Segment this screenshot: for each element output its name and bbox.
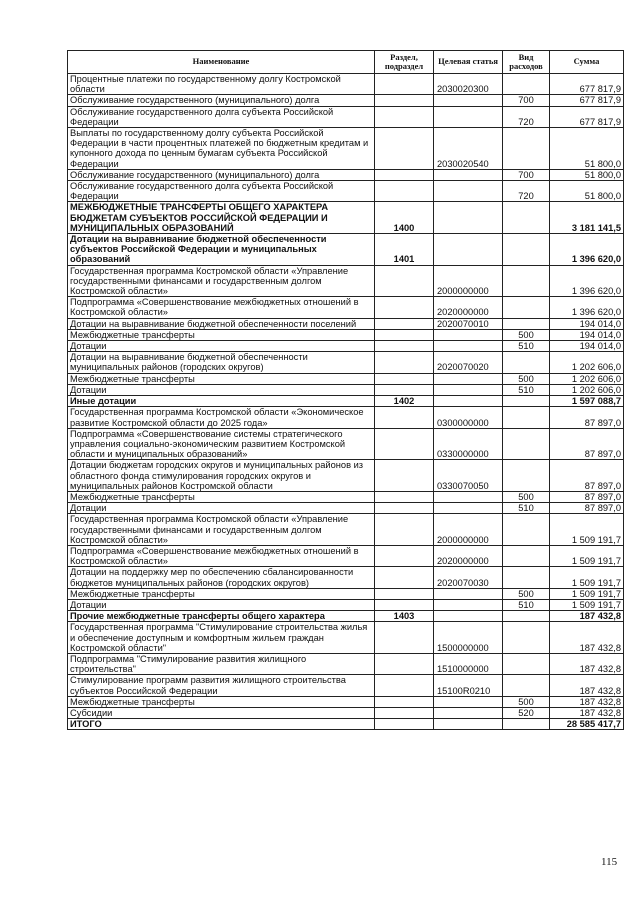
table-row [68, 181, 624, 202]
cell-type: 510 [503, 503, 550, 514]
cell-type: 510 [503, 599, 550, 610]
cell-sum: 87 897,0 [550, 428, 624, 460]
cell-type: 500 [503, 588, 550, 599]
cell-type: 500 [503, 373, 550, 384]
cell-name: Межбюджетные трансферты [68, 696, 375, 707]
cell-target [434, 396, 503, 407]
table-row [68, 234, 624, 266]
header-target: Целевая статья [434, 51, 503, 74]
cell-name: Подпрограмма «Совершенствование межбюджетных отношений в Костромской области» [68, 545, 375, 566]
cell-sum: 87 897,0 [550, 491, 624, 502]
cell-target: 2030020300 [434, 74, 503, 95]
cell-target [434, 491, 503, 502]
cell-type [503, 719, 550, 730]
table-header-row [68, 51, 624, 74]
cell-target: 2020000000 [434, 297, 503, 318]
cell-target [434, 373, 503, 384]
cell-type [503, 407, 550, 428]
cell-sum: 194 014,0 [550, 329, 624, 340]
cell-target [434, 181, 503, 202]
cell-sum: 677 817,9 [550, 106, 624, 127]
cell-target [434, 95, 503, 106]
cell-sum: 3 181 141,5 [550, 202, 624, 234]
cell-target [434, 202, 503, 234]
header-section: Раздел, подраздел [375, 51, 434, 74]
cell-sum: 1 202 606,0 [550, 373, 624, 384]
cell-sum: 1 396 620,0 [550, 234, 624, 266]
cell-type: 700 [503, 169, 550, 180]
table-row [68, 318, 624, 329]
cell-sum: 187 432,8 [550, 707, 624, 718]
cell-sum: 87 897,0 [550, 460, 624, 492]
cell-section [375, 599, 434, 610]
cell-section: 1400 [375, 202, 434, 234]
table-row [68, 428, 624, 460]
cell-section [375, 719, 434, 730]
cell-sum: 677 817,9 [550, 74, 624, 95]
table-row [68, 491, 624, 502]
table-row [68, 128, 624, 170]
cell-target: 2000000000 [434, 265, 503, 297]
cell-type [503, 128, 550, 170]
table-row [68, 384, 624, 395]
table-row [68, 599, 624, 610]
table-row [68, 707, 624, 718]
cell-name: Межбюджетные трансферты [68, 491, 375, 502]
cell-sum: 1 396 620,0 [550, 297, 624, 318]
cell-name: Прочие межбюджетные трансферты общего характера [68, 611, 375, 622]
cell-name: ИТОГО [68, 719, 375, 730]
cell-sum: 194 014,0 [550, 318, 624, 329]
cell-section [375, 128, 434, 170]
cell-name: Дотации [68, 384, 375, 395]
cell-type [503, 352, 550, 373]
cell-section [375, 106, 434, 127]
cell-section [375, 567, 434, 588]
cell-target [434, 588, 503, 599]
cell-sum: 1 396 620,0 [550, 265, 624, 297]
cell-name: Обслуживание государственного долга субъекта Российской Федерации [68, 106, 375, 127]
cell-name: Процентные платежи по государственному долгу Костромской области [68, 74, 375, 95]
cell-target: 2020070030 [434, 567, 503, 588]
table-row [68, 202, 624, 234]
table-row [68, 675, 624, 696]
cell-type [503, 460, 550, 492]
cell-section [375, 181, 434, 202]
cell-target: 15100R0210 [434, 675, 503, 696]
cell-target [434, 599, 503, 610]
cell-target: 2030020540 [434, 128, 503, 170]
cell-name: Подпрограмма «Совершенствование межбюджетных отношений в Костромской области» [68, 297, 375, 318]
cell-target: 2000000000 [434, 514, 503, 546]
cell-sum: 87 897,0 [550, 503, 624, 514]
table-row [68, 567, 624, 588]
cell-section [375, 318, 434, 329]
table-row [68, 341, 624, 352]
cell-type [503, 514, 550, 546]
table-body [68, 74, 624, 730]
cell-type: 510 [503, 341, 550, 352]
cell-sum: 677 817,9 [550, 95, 624, 106]
table-row [68, 653, 624, 674]
cell-target [434, 707, 503, 718]
cell-sum: 1 509 191,7 [550, 514, 624, 546]
table-row [68, 352, 624, 373]
cell-sum: 1 202 606,0 [550, 352, 624, 373]
cell-section: 1403 [375, 611, 434, 622]
table-row [68, 503, 624, 514]
cell-target: 2020000000 [434, 545, 503, 566]
cell-sum: 87 897,0 [550, 407, 624, 428]
cell-type [503, 675, 550, 696]
cell-section [375, 169, 434, 180]
cell-name: Дотации [68, 503, 375, 514]
cell-section [375, 74, 434, 95]
cell-sum: 194 014,0 [550, 341, 624, 352]
cell-section [375, 460, 434, 492]
table-row [68, 588, 624, 599]
cell-section [375, 329, 434, 340]
cell-name: Государственная программа Костромской области «Управление государственными финансами и государственным долгом Костромской области» [68, 265, 375, 297]
header-name: Наименование [68, 51, 375, 74]
table-row [68, 460, 624, 492]
cell-target: 1510000000 [434, 653, 503, 674]
table-row [68, 611, 624, 622]
cell-target: 0330070050 [434, 460, 503, 492]
cell-section [375, 352, 434, 373]
cell-section [375, 373, 434, 384]
table-row [68, 297, 624, 318]
cell-target [434, 106, 503, 127]
cell-name: Дотации на выравнивание бюджетной обеспеченности субъектов Российской Федерации и муниципальных образований [68, 234, 375, 266]
table-row [68, 106, 624, 127]
cell-name: МЕЖБЮДЖЕТНЫЕ ТРАНСФЕРТЫ ОБЩЕГО ХАРАКТЕРА БЮДЖЕТАМ СУБЪЕКТОВ РОССИЙСКОЙ ФЕДЕРАЦИИ И МУНИЦИПАЛЬНЫХ ОБРАЗОВАНИЙ [68, 202, 375, 234]
cell-target [434, 341, 503, 352]
cell-name: Обслуживание государственного (муниципального) долга [68, 95, 375, 106]
cell-name: Иные дотации [68, 396, 375, 407]
cell-name: Стимулирование программ развития жилищного строительства субъектов Российской Федерации [68, 675, 375, 696]
cell-name: Подпрограмма «Совершенствование системы стратегического управления социально-экономическим развитием Костромской области и муниципальных образований» [68, 428, 375, 460]
cell-section [375, 384, 434, 395]
cell-section [375, 696, 434, 707]
cell-name: Обслуживание государственного долга субъекта Российской Федерации [68, 181, 375, 202]
cell-name: Субсидии [68, 707, 375, 718]
cell-target: 0330000000 [434, 428, 503, 460]
cell-section [375, 707, 434, 718]
table-row [68, 545, 624, 566]
cell-section: 1401 [375, 234, 434, 266]
cell-type [503, 234, 550, 266]
cell-section [375, 545, 434, 566]
cell-sum: 187 432,8 [550, 611, 624, 622]
cell-target [434, 611, 503, 622]
cell-target [434, 719, 503, 730]
budget-table [67, 50, 624, 730]
cell-type [503, 396, 550, 407]
cell-type: 700 [503, 95, 550, 106]
cell-type: 520 [503, 707, 550, 718]
cell-name: Дотации на выравнивание бюджетной обеспеченности муниципальных районов (городских округов) [68, 352, 375, 373]
cell-type: 510 [503, 384, 550, 395]
cell-type [503, 265, 550, 297]
cell-sum: 187 432,8 [550, 675, 624, 696]
header-type: Вид расходов [503, 51, 550, 74]
cell-target: 0300000000 [434, 407, 503, 428]
cell-type [503, 622, 550, 654]
table-row [68, 74, 624, 95]
cell-name: Обслуживание государственного (муниципального) долга [68, 169, 375, 180]
cell-section [375, 95, 434, 106]
cell-name: Государственная программа Костромской области «Экономическое развитие Костромской области до 2025 года» [68, 407, 375, 428]
cell-name: Государственная программа "Стимулирование строительства жилья и обеспечение доступным и комфортным жильем граждан Костромской области" [68, 622, 375, 654]
cell-sum: 1 202 606,0 [550, 384, 624, 395]
cell-type [503, 545, 550, 566]
cell-target: 2020070020 [434, 352, 503, 373]
table-row [68, 396, 624, 407]
cell-type [503, 297, 550, 318]
table-row [68, 265, 624, 297]
cell-sum: 51 800,0 [550, 128, 624, 170]
cell-target [434, 503, 503, 514]
table-row [68, 719, 624, 730]
page-number: 115 [601, 856, 618, 868]
cell-target [434, 384, 503, 395]
cell-type [503, 428, 550, 460]
cell-type: 500 [503, 696, 550, 707]
table-row [68, 407, 624, 428]
cell-sum: 1 509 191,7 [550, 567, 624, 588]
cell-type: 720 [503, 106, 550, 127]
cell-name: Межбюджетные трансферты [68, 373, 375, 384]
cell-section [375, 341, 434, 352]
cell-type [503, 74, 550, 95]
cell-sum: 51 800,0 [550, 181, 624, 202]
cell-target: 1500000000 [434, 622, 503, 654]
cell-sum: 187 432,8 [550, 696, 624, 707]
cell-sum: 28 585 417,7 [550, 719, 624, 730]
cell-type [503, 611, 550, 622]
cell-type: 720 [503, 181, 550, 202]
cell-section [375, 407, 434, 428]
cell-section [375, 297, 434, 318]
table-row [68, 514, 624, 546]
header-sum: Сумма [550, 51, 624, 74]
cell-type [503, 653, 550, 674]
cell-name: Межбюджетные трансферты [68, 329, 375, 340]
cell-target [434, 234, 503, 266]
table-row [68, 696, 624, 707]
cell-target [434, 696, 503, 707]
table-row [68, 169, 624, 180]
table-row [68, 622, 624, 654]
cell-section [375, 514, 434, 546]
cell-section [375, 622, 434, 654]
cell-type [503, 318, 550, 329]
cell-target: 2020070010 [434, 318, 503, 329]
cell-section [375, 588, 434, 599]
cell-name: Межбюджетные трансферты [68, 588, 375, 599]
cell-section [375, 503, 434, 514]
cell-name: Подпрограмма "Стимулирование развития жилищного строительства" [68, 653, 375, 674]
cell-sum: 51 800,0 [550, 169, 624, 180]
cell-name: Дотации на поддержку мер по обеспечению сбалансированности бюджетов муниципальных районов (городских округов) [68, 567, 375, 588]
cell-sum: 187 432,8 [550, 622, 624, 654]
cell-type: 500 [503, 491, 550, 502]
cell-sum: 187 432,8 [550, 653, 624, 674]
cell-target [434, 169, 503, 180]
cell-name: Дотации [68, 341, 375, 352]
cell-type: 500 [503, 329, 550, 340]
cell-target [434, 329, 503, 340]
cell-section [375, 653, 434, 674]
cell-type [503, 567, 550, 588]
cell-name: Дотации [68, 599, 375, 610]
cell-section: 1402 [375, 396, 434, 407]
table-row [68, 373, 624, 384]
cell-name: Выплаты по государственному долгу субъекта Российской Федерации в части процентных платежей по бюджетным кредитам и купонного дохода по ценным бумагам субъекта Российской Федерации [68, 128, 375, 170]
table-row [68, 95, 624, 106]
cell-sum: 1 597 088,7 [550, 396, 624, 407]
cell-type [503, 202, 550, 234]
cell-section [375, 675, 434, 696]
cell-section [375, 428, 434, 460]
cell-sum: 1 509 191,7 [550, 588, 624, 599]
cell-section [375, 491, 434, 502]
cell-section [375, 265, 434, 297]
cell-name: Дотации на выравнивание бюджетной обеспеченности поселений [68, 318, 375, 329]
table-row [68, 329, 624, 340]
cell-sum: 1 509 191,7 [550, 599, 624, 610]
cell-name: Государственная программа Костромской области «Управление государственными финансами и государственным долгом Костромской области» [68, 514, 375, 546]
cell-name: Дотации бюджетам городских округов и муниципальных районов из областного фонда стимулирования городских округов и муниципальных районов Костромской области [68, 460, 375, 492]
cell-sum: 1 509 191,7 [550, 545, 624, 566]
